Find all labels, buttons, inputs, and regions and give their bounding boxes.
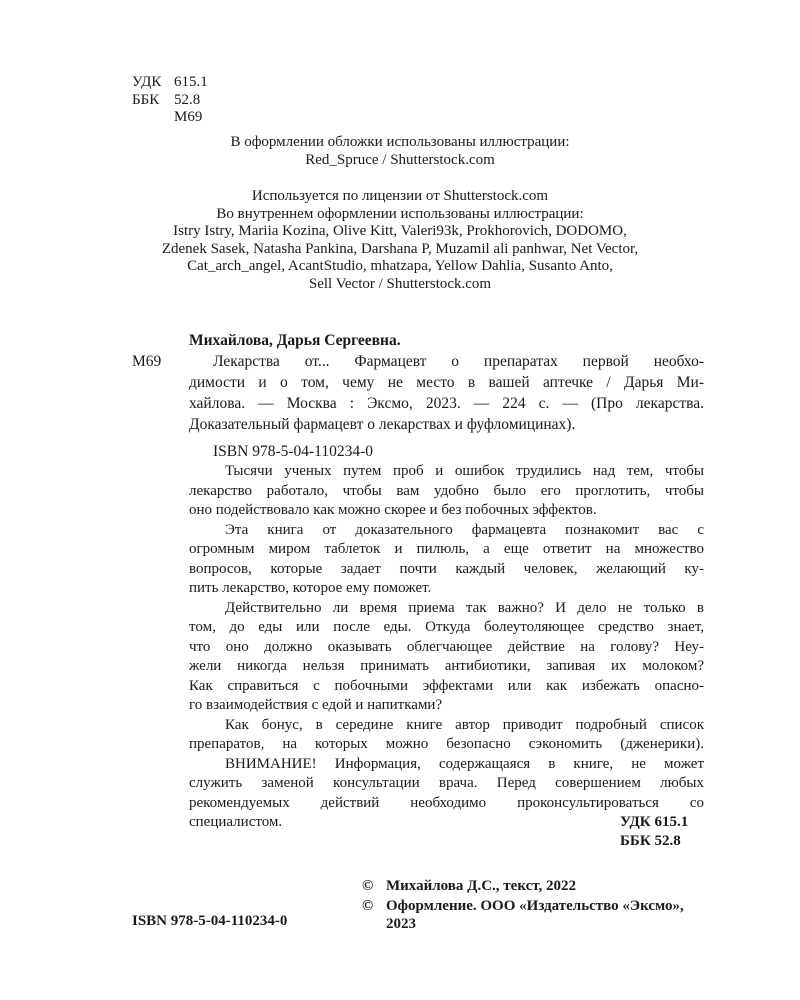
udk-value: 615.1 [174, 74, 208, 90]
interior-credits-line: Istry Istry, Mariia Kozina, Olive Kitt, Valeri93k, Prokhorovich, DODOMO, [173, 223, 627, 239]
annotation-line: огромным миром таблеток и пилюль, а еще ответит на множество [189, 541, 704, 557]
cover-credits-line: Red_Spruce / Shutterstock.com [305, 151, 495, 168]
copyright-symbol: © [362, 898, 374, 914]
bib-line: хайлова. — Москва : Эксмо, 2023. — 224 с. — (Про лекарства. [189, 395, 704, 412]
bib-author: Михайлова, Дарья Сергеевна. [189, 332, 401, 349]
annotation-line: лекарство работало, чтобы вам удобно было его проглотить, чтобы [189, 482, 704, 499]
annotation-line: Как бонус, в середине книге автор приводит подробный список [225, 716, 704, 733]
interior-credits-line: Cat_arch_angel, AcantStudio, mhatzapa, Yellow Dahlia, Susanto Anto, [187, 258, 613, 274]
cover-credits [0, 133, 800, 168]
bottom-codes [620, 813, 688, 851]
bottom-bbk: ББК 52.8 [620, 833, 681, 849]
interior-credits-line: Во внутреннем оформлении использованы иллюстрации: [216, 205, 584, 222]
bottom-udk: УДК 615.1 [620, 814, 689, 830]
annotation-line: вопросов, которые задает почти каждый человек, желающий ку- [189, 560, 704, 577]
bib-mark: М69 [132, 353, 162, 370]
annotation-line: жели никогда нельзя принимать антибиотики, запивая их молоком? [189, 658, 704, 674]
annotation-line: Эта книга от доказательного фармацевта познакомит вас с [225, 521, 704, 538]
bbk-value: 52.8 [174, 91, 201, 108]
annotation-line: Как справиться с побочными эффектами или как избежать опасно- [189, 677, 704, 694]
udk-label: УДК [132, 74, 162, 90]
copyright-symbol: © [362, 878, 374, 894]
annotation-line: служить заменой консультации врача. Перед совершением любых [189, 775, 704, 791]
annotation-line: Действительно ли время приема так важно? И дело не только в [225, 599, 704, 616]
author-mark: М69 [174, 109, 203, 125]
bib-description [189, 351, 704, 462]
annotation-line: ВНИМАНИЕ! Информация, содержащаяся в книге, не может [225, 755, 704, 772]
annotation-line: пить лекарство, которое ему поможет. [189, 580, 432, 596]
annotation-line: рекомендуемых действий необходимо проконсультироваться со [189, 794, 704, 811]
classification-block [132, 73, 208, 126]
interior-credits [0, 187, 800, 292]
copyright-text: Оформление. ООО «Издательство «Эксмо», [386, 898, 684, 914]
annotation-line: го взаимодействия с едой и напитками? [189, 697, 443, 713]
copyright-block [362, 877, 722, 933]
annotation-line: том, до еды или после еды. Откуда болеутоляющее средство знает, [189, 619, 704, 635]
bottom-isbn: ISBN 978-5-04-110234-0 [132, 913, 288, 929]
bib-line: димости и о том, чему не место в вашей аптечке / Дарья Ми- [189, 374, 704, 391]
cover-credits-line: В оформлении обложки использованы иллюстрации: [230, 134, 570, 150]
interior-credits-line: Sell Vector / Shutterstock.com [308, 275, 492, 292]
author-mark-row [132, 108, 208, 126]
annotation-line: препаратов, на которых можно безопасно сэкономить (дженерики). [189, 736, 704, 752]
copyright-year: 2023 [386, 916, 416, 932]
copyright-text: Михайлова Д.С., текст, 2022 [386, 878, 576, 894]
copyright-line [362, 877, 722, 897]
interior-credits-line: Используется по лицензии от Shutterstock.com [251, 188, 549, 204]
interior-credits-line: Zdenek Sasek, Natasha Pankina, Darshana P, Muzamil ali panhwar, Net Vector, [161, 240, 639, 257]
annotation [189, 462, 704, 833]
annotation-line: оно подействовало как можно скорее и без побочных эффектов. [189, 502, 597, 518]
udk-row [132, 73, 208, 91]
bib-line: Доказательный фармацевт о лекарствах и фуфломицинах). [189, 416, 576, 433]
copyright-line [362, 897, 722, 915]
annotation-line: Тысячи ученых путем проб и ошибок трудились над тем, чтобы [225, 463, 704, 479]
bib-line: Лекарства от... Фармацевт о препаратах первой необхо- [213, 353, 704, 370]
bbk-row [132, 91, 208, 109]
bib-isbn: ISBN 978-5-04-110234-0 [213, 443, 374, 460]
bbk-label: ББК [132, 91, 160, 108]
annotation-line: специалистом. [189, 814, 283, 830]
annotation-line: что оно должно оказывать облегчающее действие на голову? Неу- [189, 638, 704, 655]
